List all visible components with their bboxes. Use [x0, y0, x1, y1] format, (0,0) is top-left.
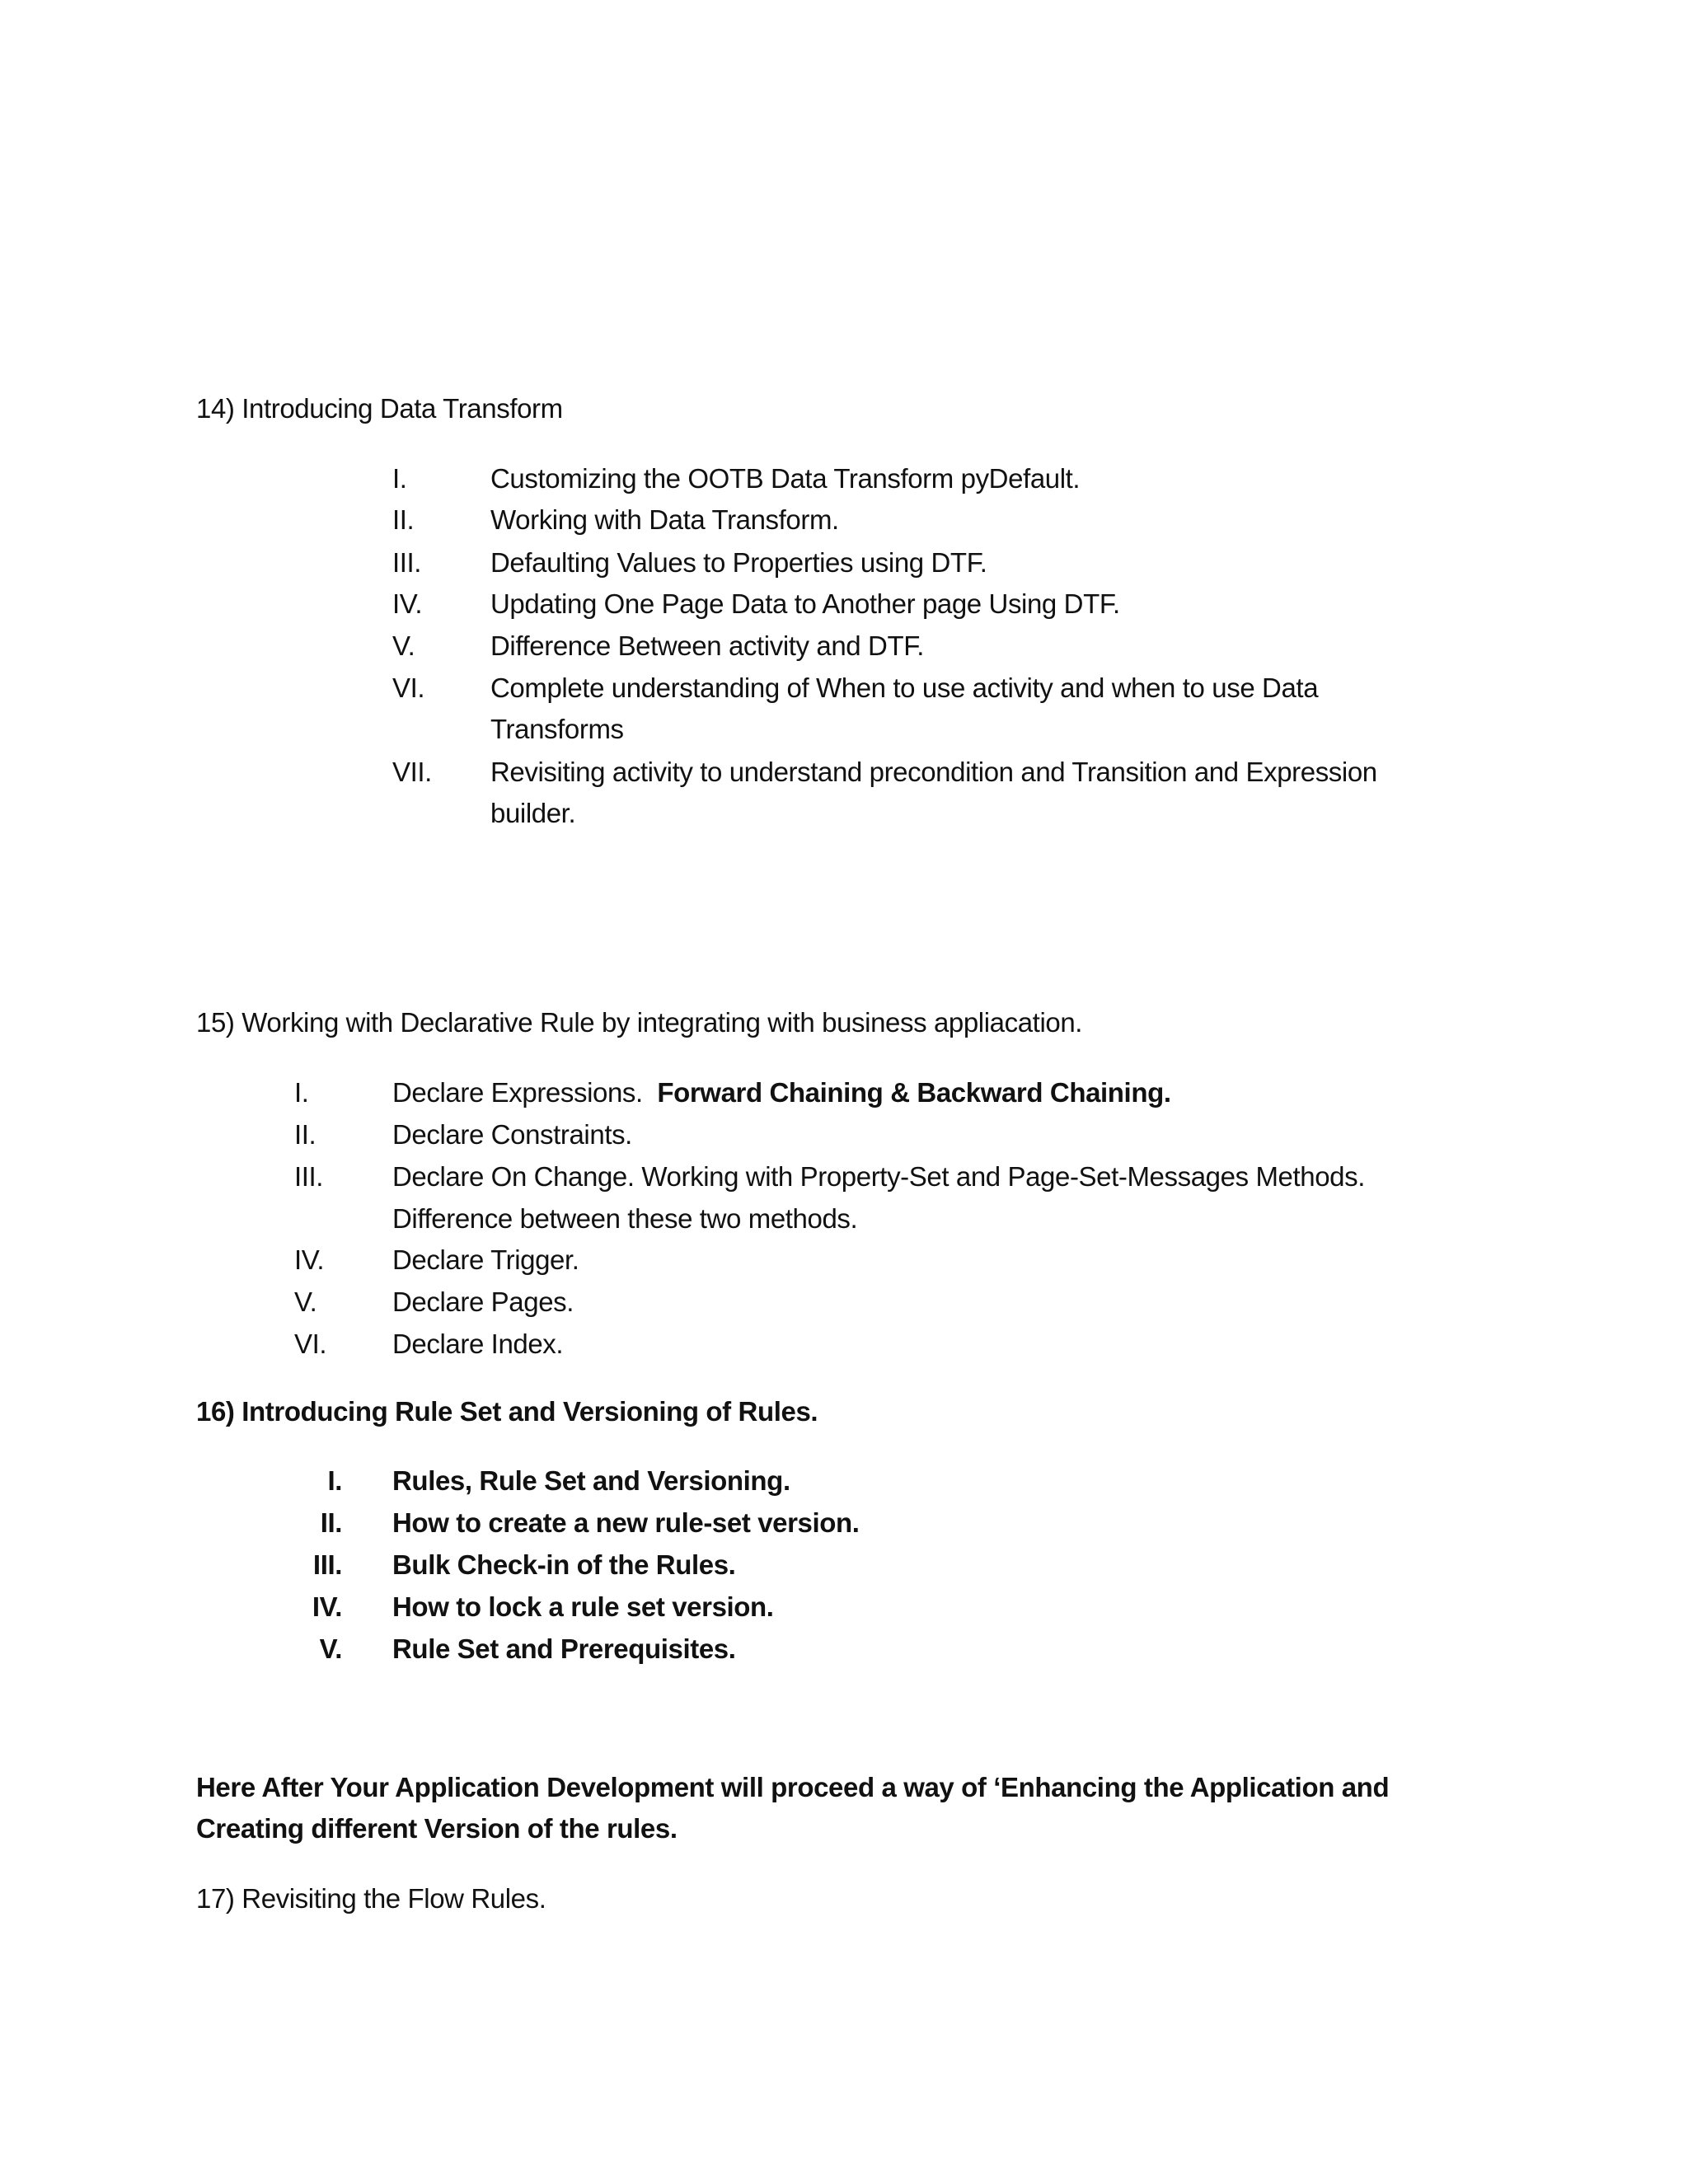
- section-15-item-number: VI.: [294, 1329, 327, 1359]
- section-14-item-text: Difference Between activity and DTF.: [490, 630, 925, 661]
- section-16-item-number: IV.: [312, 1591, 342, 1622]
- section-14-item-text: Updating One Page Data to Another page Using DTF.: [490, 588, 1120, 619]
- section-15-item-text-plain: Declare Expressions.: [392, 1077, 658, 1108]
- section-14-item-number: V.: [392, 630, 415, 661]
- section-15-item-text: Declare On Change. Working with Property-Set and Page-Set-Messages Methods.: [392, 1161, 1365, 1192]
- section-16-item-text: Rule Set and Prerequisites.: [392, 1633, 736, 1664]
- section-15-item-text: Declare Pages.: [392, 1286, 574, 1317]
- section-14-item-number: II.: [392, 504, 415, 535]
- section-14-item-number: VI.: [392, 673, 425, 703]
- section-16-item-text: Rules, Rule Set and Versioning.: [392, 1465, 790, 1496]
- section-15-item-number: II.: [294, 1119, 316, 1150]
- section-15-item-text-bold: Forward Chaining & Backward Chaining.: [657, 1077, 1171, 1108]
- section-14-item-text-continued: Transforms: [490, 714, 624, 744]
- section-15-item-text: Declare Trigger.: [392, 1244, 579, 1275]
- section-14-item-text: Customizing the OOTB Data Transform pyDefault.: [490, 463, 1081, 494]
- section-14-item-number: III.: [392, 547, 422, 578]
- section-15-item-number: V.: [294, 1286, 317, 1317]
- section-15-heading: 15) Working with Declarative Rule by integrating with business appliacation.: [196, 1007, 1083, 1038]
- section-15-item-number: III.: [294, 1161, 324, 1192]
- section-15-item-text: [392, 1077, 1171, 1108]
- section-15-item-text: Declare Constraints.: [392, 1119, 632, 1150]
- section-16-item-text: How to lock a rule set version.: [392, 1591, 774, 1622]
- section-14-item-number: IV.: [392, 588, 423, 619]
- section-15-item-number: IV.: [294, 1244, 325, 1275]
- section-16-item-number: II.: [320, 1507, 342, 1538]
- section-16-item-number: I.: [327, 1465, 342, 1496]
- section-15-item-text: Declare Index.: [392, 1329, 564, 1359]
- section-16-item-number: V.: [319, 1633, 342, 1664]
- section-16-item-text: How to create a new rule-set version.: [392, 1507, 860, 1538]
- section-14-item-text: Defaulting Values to Properties using DTF.: [490, 547, 987, 578]
- section-14-item-number: I.: [392, 463, 407, 494]
- section-16-heading: 16) Introducing Rule Set and Versioning of Rules.: [196, 1396, 818, 1427]
- note-line-2: Creating different Version of the rules.: [196, 1813, 678, 1844]
- section-14-item-text: Revisiting activity to understand precondition and Transition and Expression: [490, 757, 1377, 787]
- section-17-heading: 17) Revisiting the Flow Rules.: [196, 1883, 546, 1914]
- section-14-item-text: Complete understanding of When to use activity and when to use Data: [490, 673, 1319, 703]
- section-14-item-text: Working with Data Transform.: [490, 504, 839, 535]
- section-14-item-number: VII.: [392, 757, 432, 787]
- note-line-1: Here After Your Application Development will proceed a way of ‘Enhancing the Application and: [196, 1772, 1390, 1802]
- section-16-item-text: Bulk Check-in of the Rules.: [392, 1549, 736, 1580]
- section-14-heading: 14) Introducing Data Transform: [196, 393, 563, 424]
- section-15-item-number: I.: [294, 1077, 309, 1108]
- section-15-item-text-continued: Difference between these two methods.: [392, 1203, 858, 1234]
- section-14-item-text-continued: builder.: [490, 798, 576, 828]
- section-16-item-number: III.: [312, 1549, 342, 1580]
